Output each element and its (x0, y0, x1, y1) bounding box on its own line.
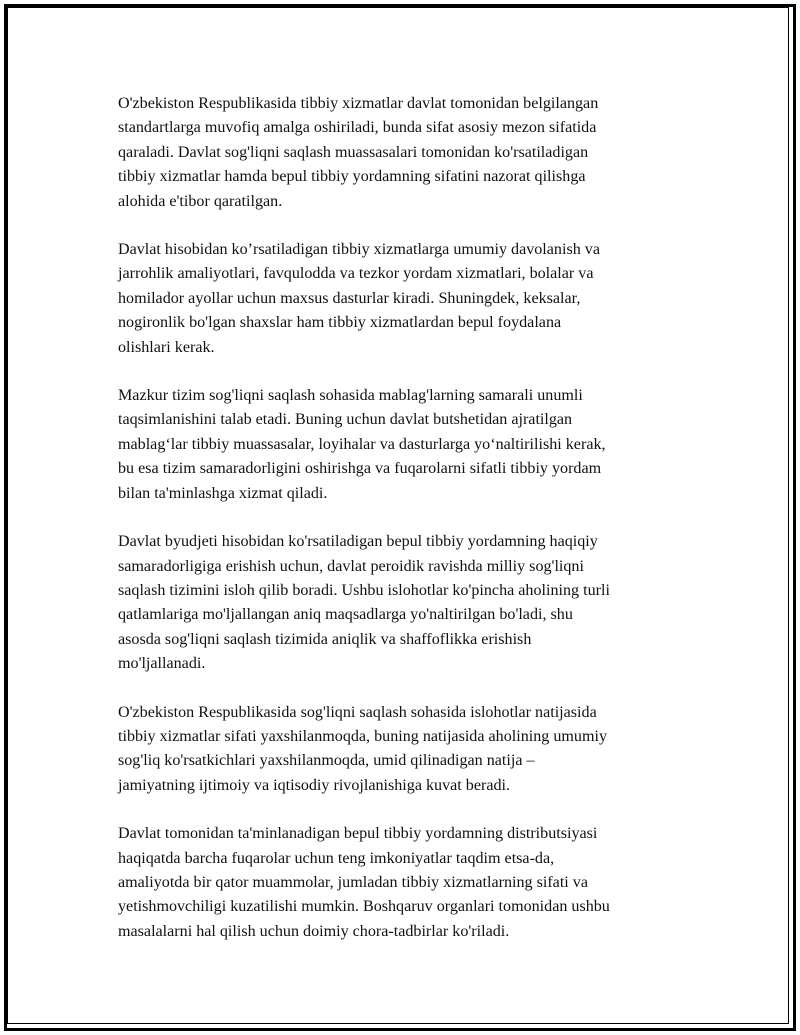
text-line: amaliyotda bir qator muammolar, jumladan tibbiy xizmatlarning sifati va (118, 873, 588, 891)
text-line: bilan ta'minlashga xizmat qiladi. (118, 484, 328, 502)
text-line: O'zbekiston Respublikasida tibbiy xizmatlar davlat tomonidan belgilangan (118, 95, 599, 112)
text-line: qaraladi. Davlat sog'liqni saqlash muassasalari tomonidan ko'rsatiladigan (118, 143, 589, 161)
paragraph-5 (118, 701, 693, 799)
text-line: Davlat tomonidan ta'minlanadigan bepul tibbiy yordamning distributsiyasi (118, 825, 598, 843)
text-line: nogironlik bo'lgan shaxslar ham tibbiy xizmatlardan bepul foydalana (118, 314, 562, 332)
text-line: Davlat byudjeti hisobidan ko'rsatiladigan bepul tibbiy yordamning haqiqiy (118, 533, 598, 551)
text-line: taqsimlanishini talab etadi. Buning uchun davlat butshetidan ajratilgan (118, 411, 573, 429)
text-line: Mazkur tizim sog'liqni saqlash sohasida mablag'larning samarali unumli (118, 387, 583, 405)
text-line: tibbiy xizmatlar hamda bepul tibbiy yordamning sifatini nazorat qilishga (118, 168, 586, 186)
paragraph-6 (118, 822, 693, 944)
text-line: asosda sog'liqni saqlash tizimida aniqlik va shaffoflikka erishish (118, 630, 532, 648)
text-line: mo'ljallanadi. (118, 655, 206, 673)
text-line: sog'liq ko'rsatkichlari yaxshilanmoqda, umid qilinadigan natija – (118, 752, 535, 770)
text-line: O'zbekiston Respublikasida sog'liqni saqlash sohasida islohotlar natijasida (118, 703, 597, 721)
text-line: jamiyatning ijtimoiy va iqtisodiy rivojlanishiga kuvat beradi. (118, 776, 511, 794)
paragraph-2 (118, 238, 693, 360)
paragraph-4 (118, 530, 693, 676)
text-line: haqiqatda barcha fuqarolar uchun teng imkoniyatlar taqdim etsa-da, (118, 849, 555, 867)
text-line: standartlarga muvofiq amalga oshiriladi, bunda sifat asosiy mezon sifatida (118, 119, 597, 137)
text-line: saqlash tizimini isloh qilib boradi. Ushbu islohotlar ko'pincha aholining turli (118, 581, 610, 599)
paragraph-3 (118, 384, 693, 506)
paragraph-1 (118, 92, 693, 214)
text-line: homilador ayollar uchun maxsus dasturlar kiradi. Shuningdek, keksalar, (118, 289, 581, 307)
text-line: qatlamlariga mo'ljallangan aniq maqsadlarga yo'naltirilgan bo'ladi, shu (118, 606, 573, 624)
text-line: yetishmovchiligi kuzatilishi mumkin. Boshqaruv organlari tomonidan ushbu (118, 898, 610, 916)
text-line: jarrohlik amaliyotlari, favqulodda va tezkor yordam xizmatlari, bolalar va (118, 265, 594, 283)
text-line: bu esa tizim samaradorligini oshirishga va fuqarolarni sifatli tibbiy yordam (118, 460, 602, 478)
text-line: alohida e'tibor qaratilgan. (118, 192, 283, 210)
document-body (118, 92, 693, 968)
text-line: samaradorligiga erishish uchun, davlat peroidik ravishda milliy sog'liqni (118, 557, 584, 575)
text-line: olishlari kerak. (118, 338, 215, 356)
text-line: Davlat hisobidan ko’rsatiladigan tibbiy xizmatlarga umumiy davolanish va (118, 241, 600, 259)
text-line: tibbiy xizmatlar sifati yaxshilanmoqda, buning natijasida aholining umumiy (118, 727, 607, 745)
text-line: masalalarni hal qilish uchun doimiy chora-tadbirlar ko'riladi. (118, 922, 510, 940)
text-line: mablag‘lar tibbiy muassasalar, loyihalar va dasturlarga yo‘naltirilishi kerak, (118, 435, 606, 453)
